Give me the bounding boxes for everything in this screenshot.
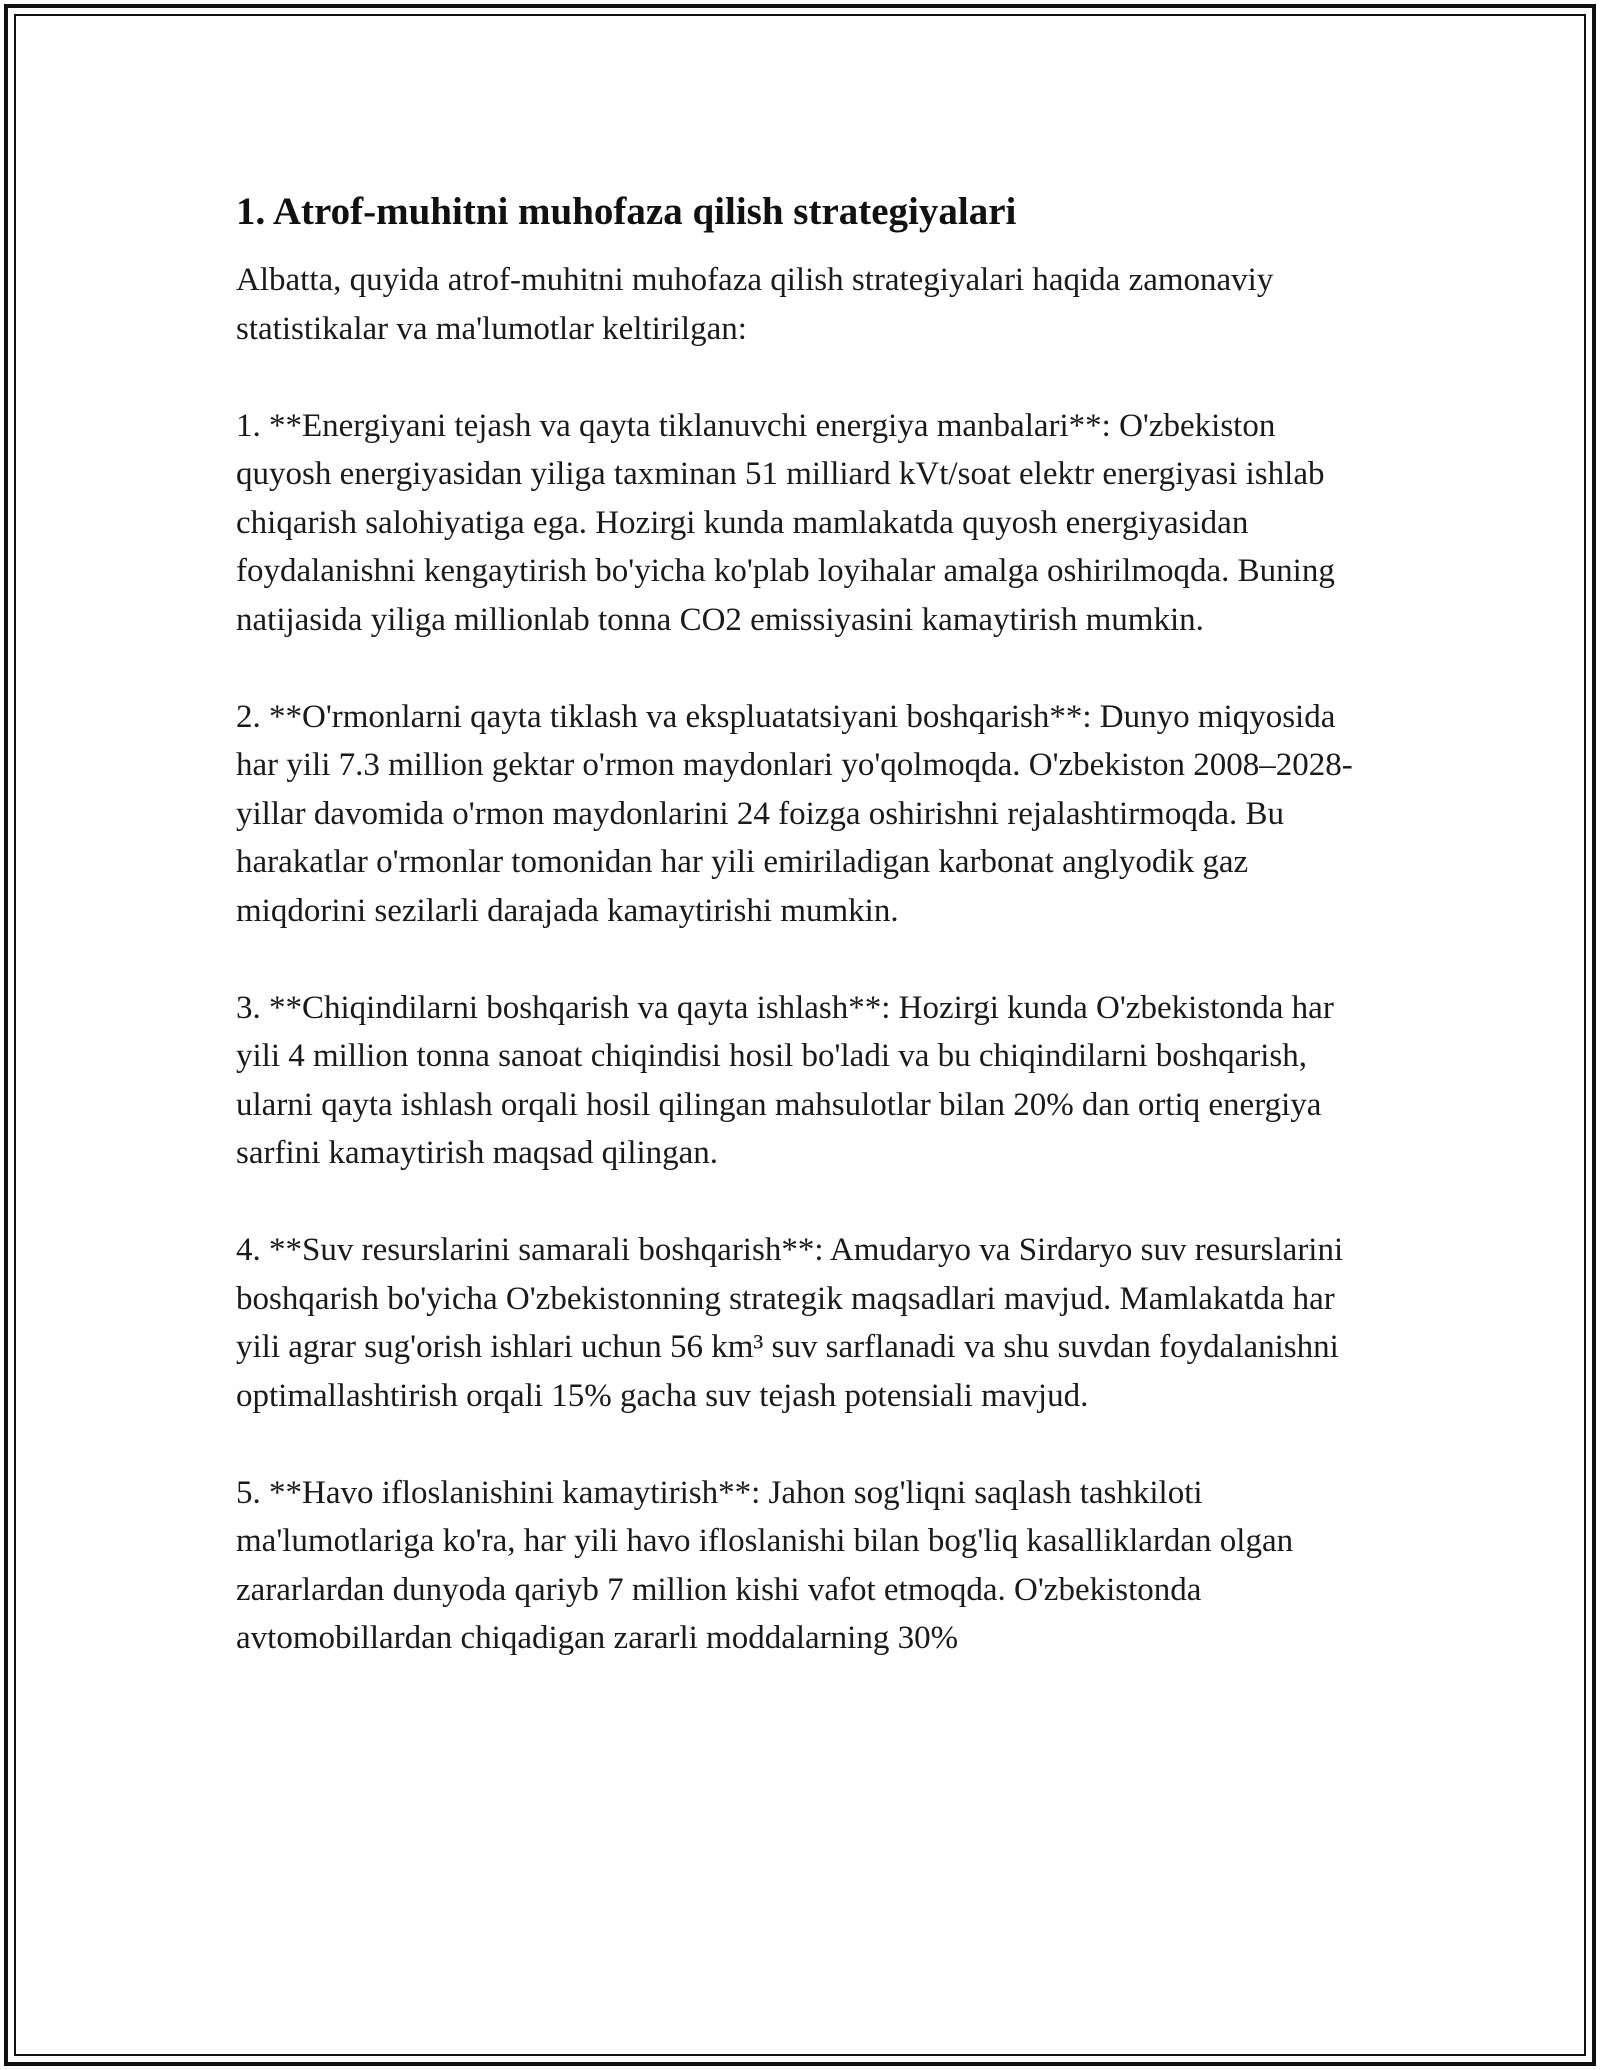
document-body — [236, 186, 1366, 1711]
strategy-item-3: 3. **Chiqindilarni boshqarish va qayta ishlash**: Hozirgi kunda O'zbekistonda har yili 4 million tonna sanoat chiqindisi hosil bo'ladi va bu chiqindilarni boshqarish, ularni qayta ishlash orqali hosil qilingan mahsulotlar bilan 20% dan ortiq energiya sarfini kamaytirish maqsad qilingan. — [236, 989, 1334, 1171]
intro-paragraph: Albatta, quyida atrof-muhitni muhofaza qilish strategiyalari haqida zamonaviy statistikalar va ma'lumotlar keltirilgan: — [236, 262, 1274, 347]
strategy-item-5: 5. **Havo ifloslanishini kamaytirish**: Jahon sog'liqni saqlash tashkiloti ma'lumotlariga ko'ra, har yili havo ifloslanishi bilan bog'liq kasalliklardan olgan zararlardan dunyoda qariyb 7 million kishi vafot etmoqda. O'zbekistonda avtomobillardan chiqadigan zararli moddalarning 30% — [236, 1474, 1294, 1656]
strategy-item-1: 1. **Energiyani tejash va qayta tiklanuvchi energiya manbalari**: O'zbekiston quyosh energiyasidan yiliga taxminan 51 milliard kVt/soat elektr energiyasi ishlab chiqarish salohiyatiga ega. Hozirgi kunda mamlakatda quyosh energiyasidan foydalanishni kengaytirish bo'yicha ko'plab loyihalar amalga oshirilmoqda. Buning natijasida yiliga millionlab tonna CO2 emissiyasini kamaytirish mumkin. — [236, 407, 1335, 638]
strategy-item-4: 4. **Suv resurslarini samarali boshqarish**: Amudaryo va Sirdaryo suv resurslarini boshqarish bo'yicha O'zbekistonning strategik maqsadlari mavjud. Mamlakatda har yili agrar sug'orish ishlari uchun 56 km³ suv sarflanadi va shu suvdan foydalanishni optimallashtirish orqali 15% gacha suv tejash potensiali mavjud. — [236, 1232, 1344, 1414]
document-title: 1. Atrof-muhitni muhofaza qilish strategiyalari — [236, 190, 1017, 233]
strategy-item-2: 2. **O'rmonlarni qayta tiklash va ekspluatatsiyani boshqarish**: Dunyo miqyosida har yili 7.3 million gektar o'rmon maydonlari yo'qolmoqda. O'zbekiston 2008–2028-yillar davomida o'rmon maydonlarini 24 foizga oshirishni rejalashtirmoqda. Bu harakatlar o'rmonlar tomonidan har yili emiriladigan karbonat anglyodik gaz miqdorini sezilarli darajada kamaytirishi mumkin. — [236, 698, 1353, 929]
